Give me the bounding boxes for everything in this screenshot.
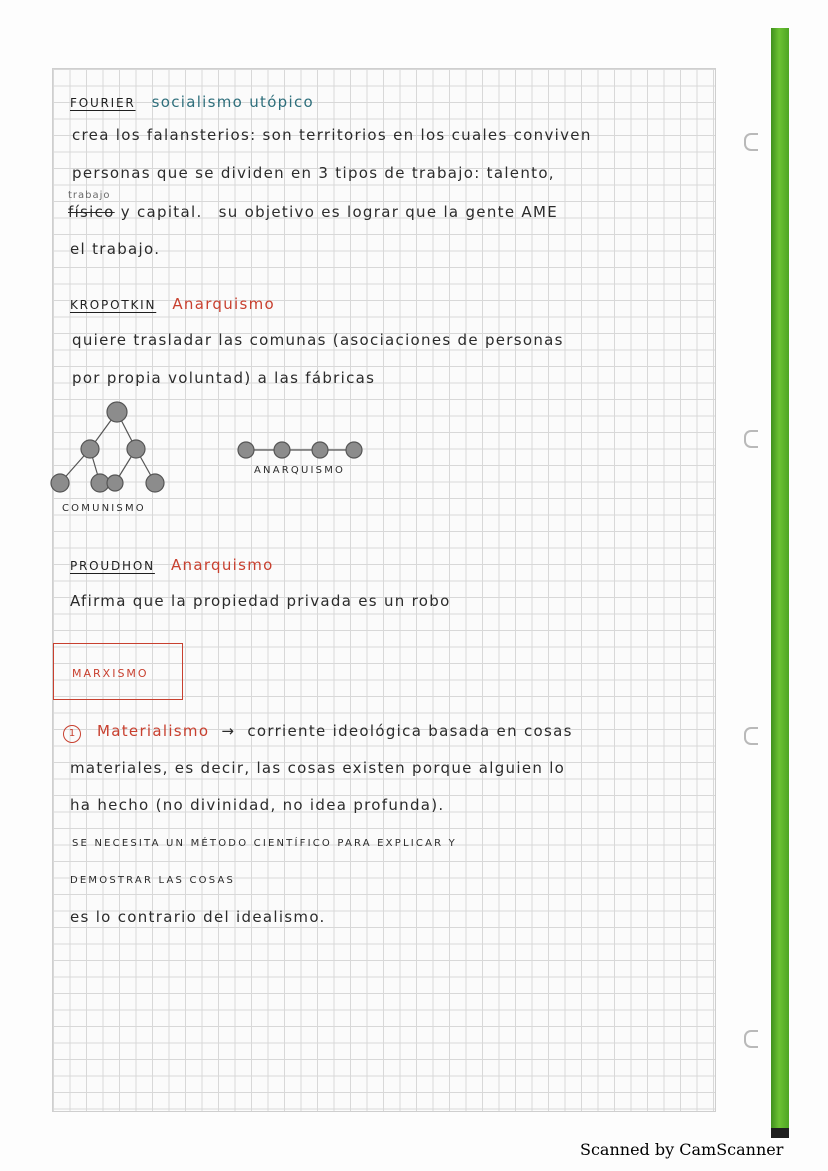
arrow-icon: → bbox=[221, 722, 236, 740]
kropotkin-topic: Anarquismo bbox=[172, 295, 275, 313]
kropotkin-name: KROPOTKIN bbox=[70, 298, 157, 312]
binder-ring bbox=[744, 727, 758, 745]
fourier-line-4: el trabajo. bbox=[70, 240, 161, 258]
diagram-nodes bbox=[51, 402, 362, 492]
scanner-watermark: Scanned by CamScanner bbox=[580, 1140, 784, 1159]
comunismo-label: COMUNISMO bbox=[62, 503, 146, 514]
materialismo-definition: corriente ideológica basada en cosas bbox=[247, 722, 573, 740]
item-number-badge: 1 bbox=[63, 725, 81, 743]
fourier-topic: socialismo utópico bbox=[151, 93, 314, 111]
materialismo-line-3: ha hecho (no divinidad, no idea profunda). bbox=[70, 796, 445, 814]
fourier-line-3-end: su objetivo es lograr que la gente AME bbox=[218, 203, 559, 221]
proudhon-name: PROUDHON bbox=[70, 559, 155, 573]
kropotkin-line-2: por propia voluntad) a las fábricas bbox=[72, 369, 376, 387]
fourier-line-3 bbox=[68, 203, 558, 221]
fourier-inserted-word: trabajo bbox=[68, 190, 111, 201]
fourier-line-3-middle: y capital. bbox=[120, 203, 203, 221]
binder-corner bbox=[771, 1128, 789, 1138]
proudhon-line: Afirma que la propiedad privada es un robo bbox=[70, 592, 451, 610]
marxismo-box bbox=[53, 643, 183, 700]
kropotkin-line-1: quiere trasladar las comunas (asociaciones de personas bbox=[72, 331, 564, 349]
binder-ring bbox=[744, 1030, 758, 1048]
binder-ring bbox=[744, 133, 758, 151]
binder-edge bbox=[771, 28, 789, 1136]
proudhon-topic: Anarquismo bbox=[170, 556, 274, 574]
proudhon-heading bbox=[70, 556, 274, 574]
graph-paper-grid bbox=[52, 68, 716, 1112]
materialismo-line-1 bbox=[97, 722, 573, 740]
crossed-out-word: físico bbox=[68, 203, 115, 221]
materialismo-line-6: es lo contrario del idealismo. bbox=[70, 908, 326, 926]
fourier-line-2: personas que se dividen en 3 tipos de trabajo: talento, bbox=[72, 164, 555, 182]
materialismo-line-2: materiales, es decir, las cosas existen porque alguien lo bbox=[70, 759, 566, 777]
materialismo-term: Materialismo bbox=[97, 722, 210, 740]
materialismo-line-5: DEMOSTRAR LAS COSAS bbox=[70, 875, 236, 886]
fourier-line-1: crea los falansterios: son territorios en los cuales conviven bbox=[72, 126, 592, 144]
marxismo-title: MARXISMO bbox=[72, 667, 149, 680]
fourier-heading bbox=[70, 93, 314, 111]
fourier-name: FOURIER bbox=[70, 96, 136, 110]
anarquismo-label: ANARQUISMO bbox=[254, 465, 346, 476]
kropotkin-heading bbox=[70, 295, 275, 313]
materialismo-line-4: SE NECESITA UN MÉTODO CIENTÍFICO PARA EXPLICAR Y bbox=[72, 838, 457, 849]
binder-ring bbox=[744, 430, 758, 448]
